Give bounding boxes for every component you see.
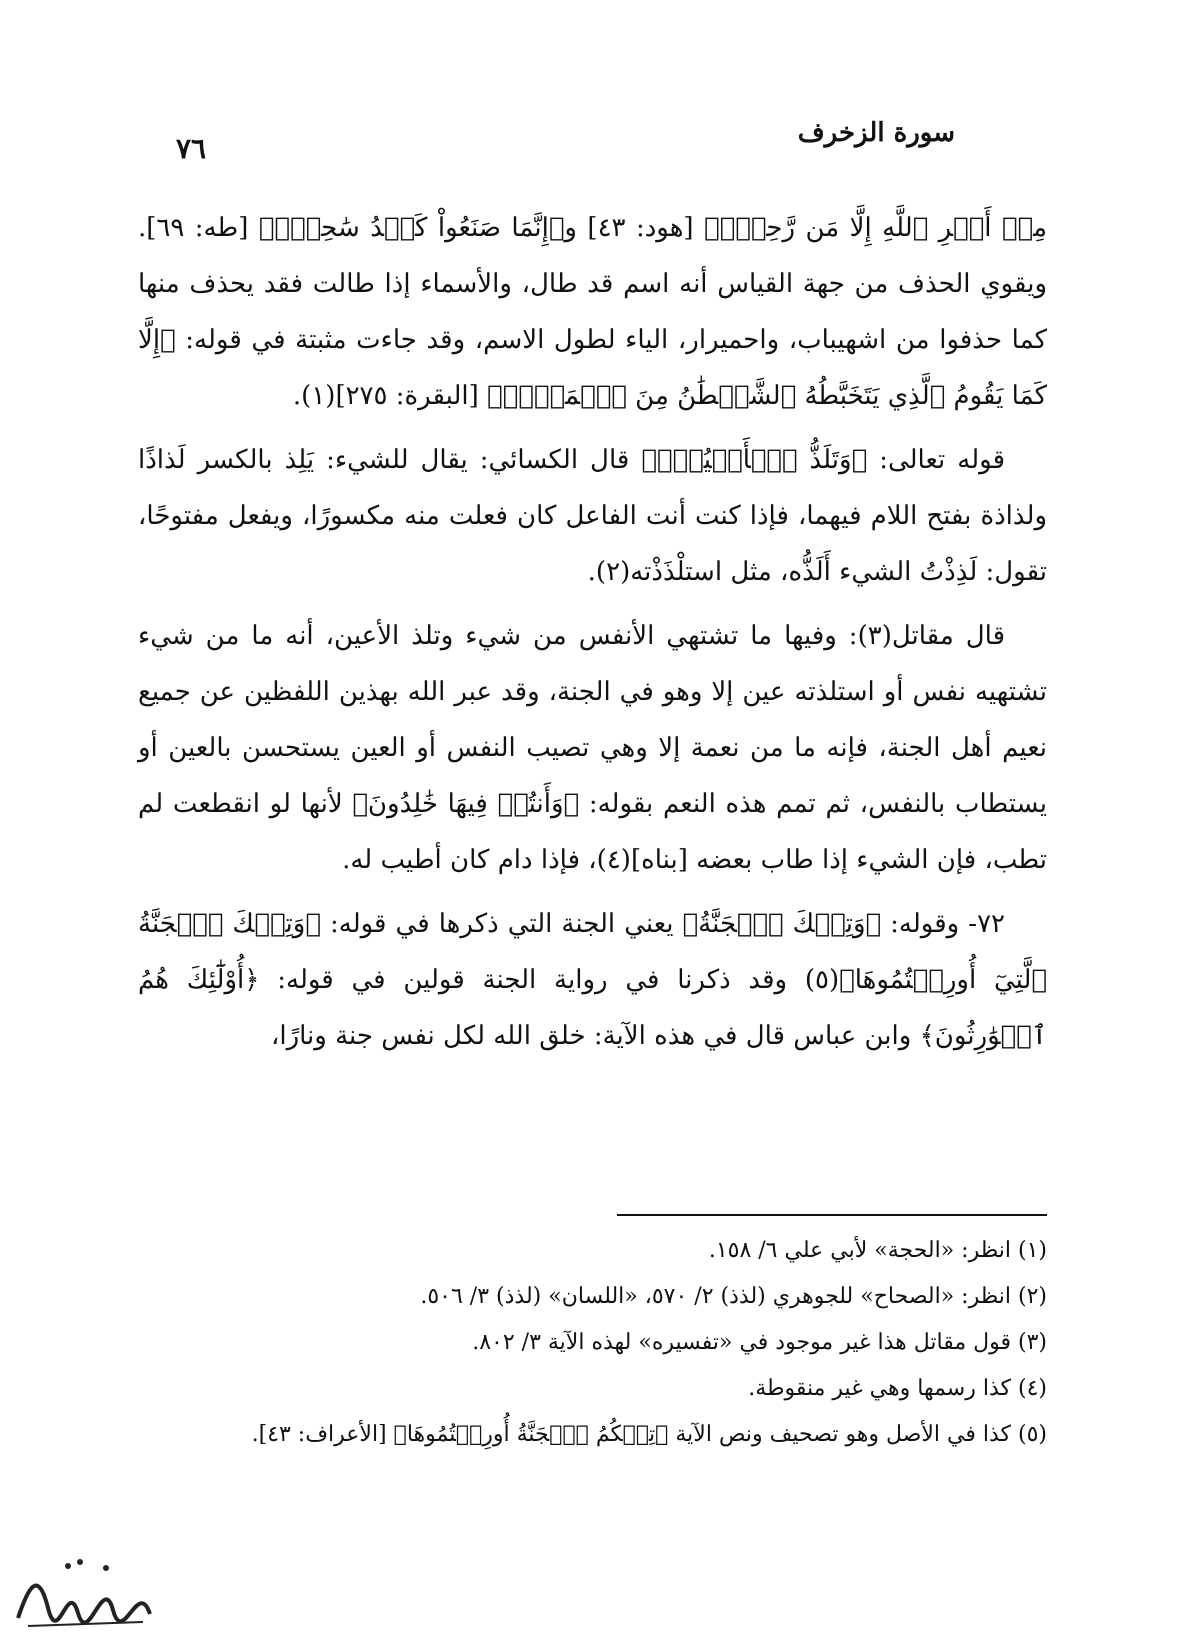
footnote: (١) انظر: «الحجة» لأبي علي ٦/ ١٥٨. xyxy=(708,1238,1047,1263)
footnote: (٢) انظر: «الصحاح» للجوهري (لذذ) ٢/ ٥٧٠، «اللسان» (لذذ) ٣/ ٥٠٦. xyxy=(420,1284,1047,1309)
footnote: (٤) كذا رسمها وهي غير منقوطة. xyxy=(748,1376,1047,1401)
paragraph: ٧٢- وقوله: ﴿وَتِلۡكَ ٱلۡجَنَّةُ﴾ يعني الجنة التي ذكرها في قوله: ﴿وَتِلۡكَ ٱلۡجَنَّةُ ٱلَّتِيٓ أُورِثۡتُمُوهَا﴾(٥) وقد ذكرنا في رواية الجنة قولين في قوله: ﴿أُوْلَٰٓئِكَ هُمُ ٱلۡوَٰرِثُونَ﴾ وابن عباس قال في هذه الآية: خلق الله لكل نفس جنة ونارًا، xyxy=(138,909,1047,1051)
calligraphy-logo xyxy=(8,1548,160,1638)
main-text xyxy=(138,200,1047,1072)
paragraph: قوله تعالى: ﴿وَتَلَذُّ ٱلۡأَعۡيُنُۖ﴾ قال الكسائي: يقال للشيء: يَلِذ بالكسر لَذاذًا ولذاذة بفتح اللام فيهما، فإذا كنت أنت الفاعل كان فعلت منه مكسورًا، ويفعل مفتوحًا، تقول: لَذِذْتُ الشيء أَلَذُّه، مثل استلْذَذْته(٢). xyxy=(138,445,1047,587)
page-header-title: سورة الزخرف xyxy=(797,118,955,148)
paragraph: قال مقاتل(٣): وفيها ما تشتهي الأنفس من شيء وتلذ الأعين، أنه ما من شيء تشتهيه نفس أو استلذته عين إلا وهو في الجنة، وقد عبر الله بهذين اللفظين عن جميع نعيم أهل الجنة، فإنه ما من نعمة إلا وهي تصيب النفس أو العين يستحسن بالعين أو يستطاب بالنفس، ثم تمم هذه النعم بقوله: ﴿وَأَنتُمۡ فِيهَا خَٰلِدُونَ﴾ لأنها لو انقطعت لم تطب، فإن الشيء إذا طاب بعضه [بناه](٤)، فإذا دام كان أطيب له. xyxy=(138,621,1047,875)
page-number: ٧٦ xyxy=(176,132,207,165)
footnote-divider xyxy=(617,1214,1047,1216)
footnote: (٥) كذا في الأصل وهو تصحيف ونص الآية ﴿تِلۡكُمُ ٱلۡجَنَّةُ أُورِثۡتُمُوهَا﴾ [الأعراف: ٤٣]. xyxy=(251,1422,1047,1447)
paragraph: مِنۡ أَمۡرِ ٱللَّهِ إِلَّا مَن رَّحِمَۚ﴾ [هود: ٤٣] و﴿إِنَّمَا صَنَعُواْ كَيۡدُ سَٰحِرٖۖ﴾ [طه: ٦٩]. ويقوي الحذف من جهة القياس أنه اسم قد طال، والأسماء إذا طالت فقد يحذف منها كما حذفوا من اشهيباب، واحميرار، الياء لطول الاسم، وقد جاءت مثبتة في قوله: ﴿إِلَّا كَمَا يَقُومُ ٱلَّذِي يَتَخَبَّطُهُ ٱلشَّيۡطَٰنُ مِنَ ٱلۡمَسِّۚ﴾ [البقرة: ٢٧٥](١). xyxy=(138,213,1047,411)
footnote: (٣) قول مقاتل هذا غير موجود في «تفسيره» لهذه الآية ٣/ ٨٠٢. xyxy=(472,1330,1047,1355)
footnotes xyxy=(138,1228,1047,1458)
